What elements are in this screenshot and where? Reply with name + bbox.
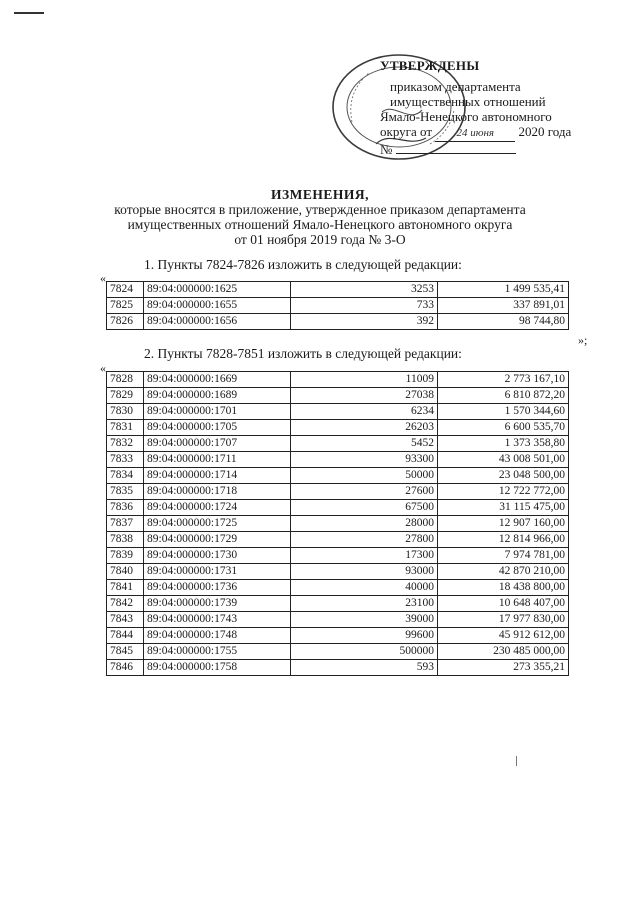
cadastral-number-cell: 89:04:000000:1748 [144, 628, 291, 644]
section-2-table [106, 371, 569, 676]
value-cell: 12 814 966,00 [438, 532, 569, 548]
cadastral-number-cell: 89:04:000000:1656 [144, 314, 291, 330]
table-row [107, 500, 569, 516]
table-row [107, 564, 569, 580]
value-cell: 23 048 500,00 [438, 468, 569, 484]
value-cell: 43 008 501,00 [438, 452, 569, 468]
area-cell: 5452 [291, 436, 438, 452]
table-row [107, 516, 569, 532]
table-row [107, 548, 569, 564]
cadastral-number-cell: 89:04:000000:1701 [144, 404, 291, 420]
table-row [107, 420, 569, 436]
cadastral-number-cell: 89:04:000000:1711 [144, 452, 291, 468]
value-cell: 6 600 535,70 [438, 420, 569, 436]
approval-heading: УТВЕРЖДЕНЫ [380, 58, 480, 73]
area-cell: 11009 [291, 372, 438, 388]
table-row [107, 282, 569, 298]
row-number-cell: 7824 [107, 282, 144, 298]
scan-mark [516, 756, 517, 766]
approval-line: приказом департамента [390, 79, 521, 94]
table-row [107, 644, 569, 660]
area-cell: 28000 [291, 516, 438, 532]
approval-block [370, 58, 571, 157]
scan-mark [14, 12, 44, 14]
area-cell: 39000 [291, 612, 438, 628]
value-cell: 1 499 535,41 [438, 282, 569, 298]
cadastral-number-cell: 89:04:000000:1689 [144, 388, 291, 404]
area-cell: 93000 [291, 564, 438, 580]
row-number-cell: 7845 [107, 644, 144, 660]
approval-handwritten-date: 24 июня [435, 126, 515, 142]
area-cell: 23100 [291, 596, 438, 612]
row-number-cell: 7846 [107, 660, 144, 676]
area-cell: 733 [291, 298, 438, 314]
cadastral-number-cell: 89:04:000000:1725 [144, 516, 291, 532]
table-row [107, 314, 569, 330]
area-cell: 50000 [291, 468, 438, 484]
cadastral-number-cell: 89:04:000000:1625 [144, 282, 291, 298]
area-cell: 500000 [291, 644, 438, 660]
table-row [107, 660, 569, 676]
document-subtitle: имущественных отношений Ямало-Ненецкого автономного округа [127, 217, 513, 232]
approval-date-year: 2020 года [518, 124, 572, 139]
area-cell: 67500 [291, 500, 438, 516]
cadastral-number-cell: 89:04:000000:1724 [144, 500, 291, 516]
table-row [107, 298, 569, 314]
table-row [107, 532, 569, 548]
approval-number-line [380, 142, 571, 157]
cadastral-number-cell: 89:04:000000:1669 [144, 372, 291, 388]
cadastral-number-cell: 89:04:000000:1755 [144, 644, 291, 660]
row-number-cell: 7844 [107, 628, 144, 644]
value-cell: 337 891,01 [438, 298, 569, 314]
cadastral-number-cell: 89:04:000000:1705 [144, 420, 291, 436]
area-cell: 99600 [291, 628, 438, 644]
close-quote: »; [578, 333, 588, 347]
cadastral-number-cell: 89:04:000000:1707 [144, 436, 291, 452]
area-cell: 593 [291, 660, 438, 676]
document-title: ИЗМЕНЕНИЯ, [270, 187, 369, 202]
area-cell: 27800 [291, 532, 438, 548]
document-subtitle: которые вносятся в приложение, утвержденное приказом департамента [114, 202, 526, 217]
cadastral-number-cell: 89:04:000000:1729 [144, 532, 291, 548]
value-cell: 7 974 781,00 [438, 548, 569, 564]
cadastral-number-cell: 89:04:000000:1714 [144, 468, 291, 484]
table-row [107, 372, 569, 388]
cadastral-number-cell: 89:04:000000:1758 [144, 660, 291, 676]
row-number-cell: 7832 [107, 436, 144, 452]
row-number-cell: 7839 [107, 548, 144, 564]
cadastral-number-cell: 89:04:000000:1655 [144, 298, 291, 314]
value-cell: 230 485 000,00 [438, 644, 569, 660]
area-cell: 392 [291, 314, 438, 330]
cadastral-number-cell: 89:04:000000:1743 [144, 612, 291, 628]
table-row [107, 468, 569, 484]
value-cell: 273 355,21 [438, 660, 569, 676]
row-number-cell: 7825 [107, 298, 144, 314]
row-number-cell: 7826 [107, 314, 144, 330]
approval-line: имущественных отношений [390, 94, 546, 109]
area-cell: 27038 [291, 388, 438, 404]
open-quote: « [100, 361, 106, 375]
table-row [107, 388, 569, 404]
section-1-table [106, 281, 569, 330]
approval-date-line [380, 124, 571, 142]
approval-number-prefix: № [380, 142, 393, 157]
value-cell: 6 810 872,20 [438, 388, 569, 404]
table-row [107, 628, 569, 644]
area-cell: 40000 [291, 580, 438, 596]
row-number-cell: 7835 [107, 484, 144, 500]
area-cell: 27600 [291, 484, 438, 500]
cadastral-number-cell: 89:04:000000:1730 [144, 548, 291, 564]
cadastral-number-cell: 89:04:000000:1718 [144, 484, 291, 500]
row-number-cell: 7830 [107, 404, 144, 420]
open-quote: « [100, 271, 106, 285]
value-cell: 2 773 167,10 [438, 372, 569, 388]
area-cell: 26203 [291, 420, 438, 436]
approval-number-blank [396, 153, 516, 154]
value-cell: 17 977 830,00 [438, 612, 569, 628]
row-number-cell: 7841 [107, 580, 144, 596]
row-number-cell: 7843 [107, 612, 144, 628]
row-number-cell: 7833 [107, 452, 144, 468]
value-cell: 1 373 358,80 [438, 436, 569, 452]
value-cell: 42 870 210,00 [438, 564, 569, 580]
row-number-cell: 7842 [107, 596, 144, 612]
row-number-cell: 7829 [107, 388, 144, 404]
area-cell: 17300 [291, 548, 438, 564]
row-number-cell: 7828 [107, 372, 144, 388]
row-number-cell: 7837 [107, 516, 144, 532]
document-subtitle: от 01 ноября 2019 года № 3-О [234, 232, 406, 247]
value-cell: 10 648 407,00 [438, 596, 569, 612]
value-cell: 31 115 475,00 [438, 500, 569, 516]
row-number-cell: 7838 [107, 532, 144, 548]
row-number-cell: 7840 [107, 564, 144, 580]
value-cell: 18 438 800,00 [438, 580, 569, 596]
table-row [107, 452, 569, 468]
cadastral-number-cell: 89:04:000000:1739 [144, 596, 291, 612]
table-row [107, 580, 569, 596]
table-row [107, 612, 569, 628]
document-title-block [100, 187, 540, 247]
approval-line: Ямало-Ненецкого автономного [380, 109, 552, 124]
area-cell: 3253 [291, 282, 438, 298]
value-cell: 45 912 612,00 [438, 628, 569, 644]
value-cell: 12 722 772,00 [438, 484, 569, 500]
table-row [107, 484, 569, 500]
table-row [107, 596, 569, 612]
row-number-cell: 7836 [107, 500, 144, 516]
value-cell: 1 570 344,60 [438, 404, 569, 420]
table-row [107, 404, 569, 420]
row-number-cell: 7831 [107, 420, 144, 436]
area-cell: 93300 [291, 452, 438, 468]
value-cell: 12 907 160,00 [438, 516, 569, 532]
cadastral-number-cell: 89:04:000000:1736 [144, 580, 291, 596]
approval-date-prefix: округа от [380, 124, 433, 139]
row-number-cell: 7834 [107, 468, 144, 484]
section-1-heading: 1. Пункты 7824-7826 изложить в следующей редакции: [144, 257, 462, 272]
section-2-heading: 2. Пункты 7828-7851 изложить в следующей редакции: [144, 346, 462, 361]
table-row [107, 436, 569, 452]
cadastral-number-cell: 89:04:000000:1731 [144, 564, 291, 580]
value-cell: 98 744,80 [438, 314, 569, 330]
area-cell: 6234 [291, 404, 438, 420]
